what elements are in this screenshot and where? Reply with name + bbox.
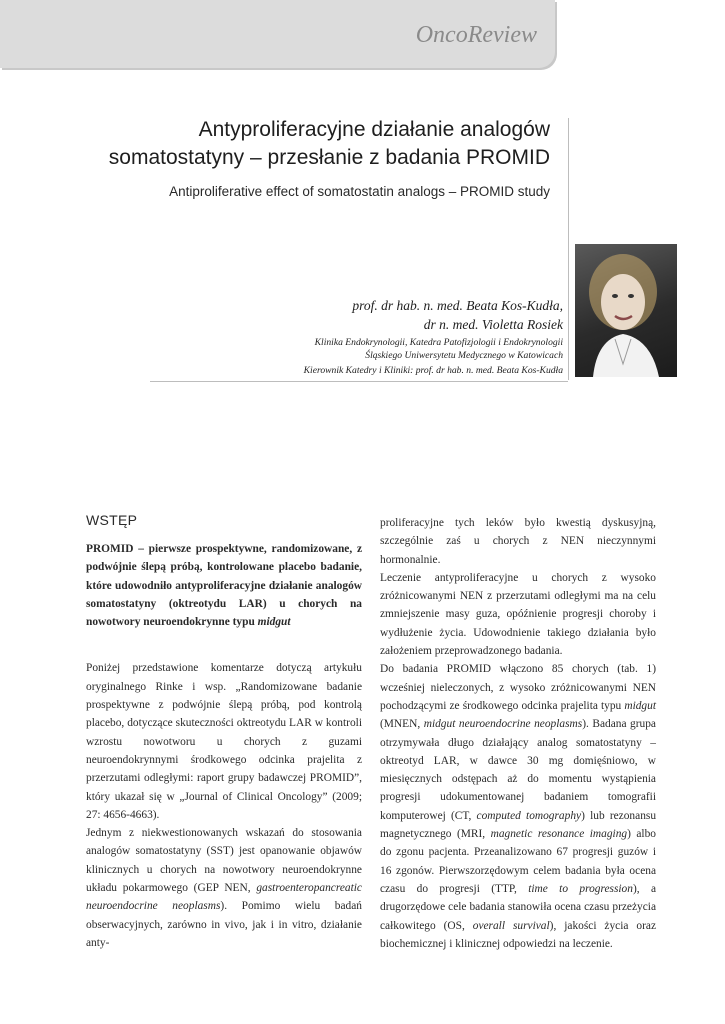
affiliation-line-2: Śląskiego Uniwersytetu Medycznego w Katowicach <box>365 349 563 361</box>
r3-text-a: Do badania PROMID włączono 85 chorych (tab. 1) wcześniej nieleczonych, z wysoko zróżnicowanymi NEN pochodzącymi ze środkowego odcinka prajelita typu <box>380 663 656 712</box>
vertical-divider <box>568 118 569 380</box>
department-head: Kierownik Katedry i Kliniki: prof. dr hab. n. med. Beata Kos-Kudła <box>303 365 563 376</box>
article-subtitle: Antiproliferative effect of somatostatin analogs – PROMID study <box>169 184 550 199</box>
title-line-2: somatostatyny – przesłanie z badania PROMID <box>108 146 550 169</box>
p2-text-a: Jednym z niekwestionowanych wskazań do stosowania analogów somatostatyny (SST) jest opanowanie objawów klinicznych u chorych na nowotwory neuroendokrynne układu pokarmowego (GEP NEN, <box>86 827 362 895</box>
author-1: prof. dr hab. n. med. Beata Kos-Kudła, <box>352 298 563 313</box>
affiliation-line-1: Klinika Endokrynologii, Katedra Patofizjologii i Endokrynologii <box>314 337 563 348</box>
journal-header-band <box>0 0 555 68</box>
author-2: dr n. med. Violetta Rosiek <box>423 317 563 332</box>
author-photo <box>575 244 677 377</box>
r3-text-b: (MNEN, <box>380 718 424 731</box>
title-line-1: Antyproliferacyjne działanie analogów <box>198 118 550 141</box>
paragraph-2 <box>86 824 362 952</box>
right-paragraph-2: Leczenie antyproliferacyjne u chorych z wysoko zróżnicowanymi NEN z przerzutami odległymi ma na celu zmniejszenie masy guza, opóźnienie progresji choroby i wydłużenie życia. Udowodnienie takiego działania było założeniem przeprowadzonego badania. <box>380 571 656 658</box>
r3-italic-2: midgut neuroendocrine neoplasms <box>423 718 583 731</box>
r3-italic-5: time to progression <box>528 882 633 895</box>
lead-italic: midgut <box>257 616 291 629</box>
r3-italic-6: overall survival <box>472 919 550 932</box>
right-paragraph-3 <box>380 660 656 953</box>
lead-paragraph <box>86 540 362 631</box>
article-title <box>30 116 550 172</box>
right-column <box>380 514 656 953</box>
affiliation <box>123 337 563 362</box>
section-title: WSTĘP <box>86 512 138 528</box>
paragraph-1: Poniżej przedstawione komentarze dotyczą artykułu oryginalnego Rinke i wsp. „Randomizowane badanie prospektywne z podwójnie ślepą próbą, pod kontrolą placebo, dotyczące skuteczności oktreotydu LAR w kontroli wzrostu nowotworu u chorych z guzami neuroendokrynnymi środkowego odcinka prajelita z przerzutami odległymi: raport grupy badawczej PROMID”, który ukazał się w „Journal of Clinical Oncology” (2009; 27: 4656-4663). <box>86 662 362 821</box>
horizontal-divider <box>150 381 568 382</box>
r3-italic-3: computed tomography <box>476 809 582 822</box>
left-column <box>86 540 362 952</box>
r3-text-c: ). Badana grupa otrzymywała długo działający analog somatostatyny – oktreotyd LAR, w dawce 30 mg domięśniowo, w miesięcznych odstępach aż do momentu wystąpienia progresji udokumentowanej badaniem tomografii komputerowej (CT, <box>380 718 656 822</box>
r3-italic-1: midgut <box>624 699 656 712</box>
p2-italic: gastroenteropancreatic neuroendocrine neoplasms <box>86 882 362 913</box>
r3-text-e: ) albo do zgonu pacjenta. Przeanalizowano 67 progresji guzów i 16 zgonów. Pierwszorzędowym celem badania była ocena czasu do progresji (TTP, <box>380 828 656 895</box>
r3-text-f: ), a drugorzędowe cele badania stanowiła ocena czasu przeżycia całkowitego (OS, <box>380 882 656 932</box>
journal-name: OncoReview <box>415 22 537 48</box>
r3-text-d: ) lub rezonansu magnetycznego (MRI, <box>380 809 657 841</box>
author-list <box>143 296 563 334</box>
r3-text-g: ), jakości życia oraz biochemicznej i klinicznej odpowiedzi na leczenie. <box>380 919 656 950</box>
p2-text-b: ). Pomimo wielu badań obserwacyjnych, zarówno in vivo, jak i in vitro, działanie anty- <box>86 900 362 949</box>
right-paragraph-1: proliferacyjne tych leków było kwestią dyskusyjną, szczególnie zaś u chorych z NEN nieczynnymi hormonalnie. <box>380 517 656 566</box>
r3-italic-4: magnetic resonance imaging <box>490 828 628 841</box>
lead-text: PROMID – pierwsze prospektywne, randomizowane, z podwójnie ślepą próbą, kontrolowane placebo badanie, które udowodniło antyproliferacyjne działanie analogów somatostatyny (oktreotydu LAR) u chorych na nowotwory neuroendokrynne typu <box>86 543 362 629</box>
